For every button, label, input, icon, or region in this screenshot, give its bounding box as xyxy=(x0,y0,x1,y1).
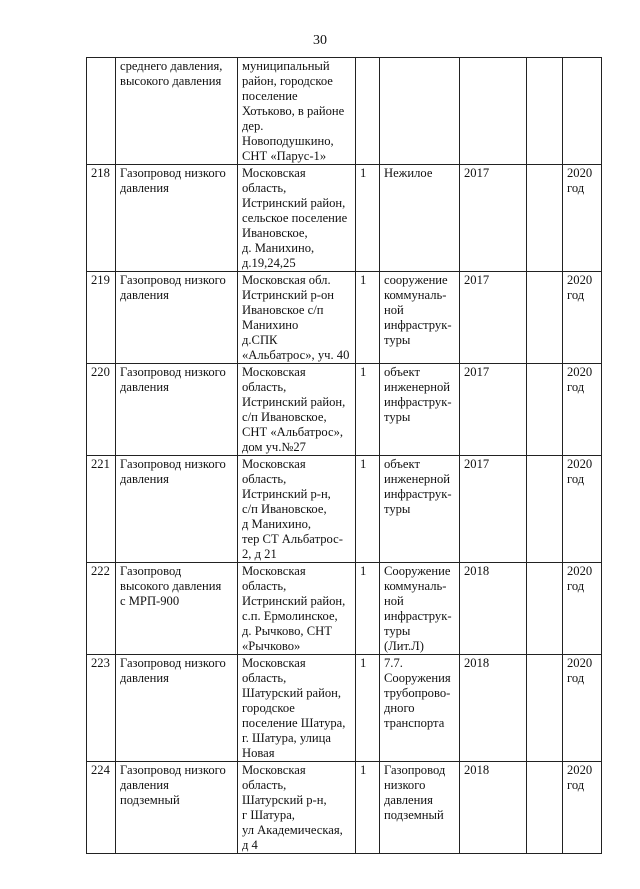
deadline-cell xyxy=(563,563,602,655)
cell-text-line: муниципальный xyxy=(242,59,330,73)
row-number-cell xyxy=(87,655,116,762)
purpose-cell xyxy=(380,364,460,456)
cell-text: 2018 xyxy=(464,656,490,670)
cell-text: 218 xyxy=(91,166,110,180)
cell-text-line: Газопровод низкого xyxy=(120,365,226,379)
cell-text-line: Газопровод низкого xyxy=(120,457,226,471)
cell-text-line: туры xyxy=(384,624,411,638)
cell-text-line: область, xyxy=(242,579,287,593)
table-row xyxy=(87,272,602,364)
year-cell xyxy=(460,655,527,762)
cell-text-line: год xyxy=(567,671,585,685)
cell-text-line: Московская xyxy=(242,457,306,471)
cell-text-line: высокого давления xyxy=(120,579,222,593)
cell-text-line: Московская xyxy=(242,656,306,670)
table-row xyxy=(87,563,602,655)
cell-text-line: Новая xyxy=(242,746,275,760)
cell-text-line: год xyxy=(567,380,585,394)
cell-text-line: ул Академическая, xyxy=(242,823,343,837)
cell-text-line: 7.7. xyxy=(384,656,403,670)
year-cell xyxy=(460,456,527,563)
cell-text-line: Истринский район, xyxy=(242,196,346,210)
cell-text-line: инфраструк- xyxy=(384,395,452,409)
cell-text-line: 2020 xyxy=(567,763,593,777)
cell-text-line: (Лит.Л) xyxy=(384,639,424,653)
cell-text: 2017 xyxy=(464,457,490,471)
cell-text-line: поселение Шатура, xyxy=(242,716,346,730)
cell-text: 2018 xyxy=(464,564,490,578)
cell-text-line: «Альбатрос», уч. 40 xyxy=(242,348,350,362)
cell-text-line: давления xyxy=(120,181,169,195)
cell-text-line: давления xyxy=(120,472,169,486)
cell-text-line: трубопрово- xyxy=(384,686,451,700)
cell-text-line: Нежилое xyxy=(384,166,433,180)
cell-text-line: 2020 xyxy=(567,273,593,287)
cell-text-line: Манихино xyxy=(242,318,299,332)
cell-text-line: год xyxy=(567,181,585,195)
cell-text-line: инфраструк- xyxy=(384,609,452,623)
cell-text-line: Газопровод низкого xyxy=(120,166,226,180)
cell-text-line: ной xyxy=(384,594,404,608)
cell-text-line: СНТ «Парус-1» xyxy=(242,149,327,163)
cell-text-line: Газопровод xyxy=(384,763,446,777)
cell-text: 1 xyxy=(360,166,367,180)
cell-text-line: городское xyxy=(242,701,295,715)
table-row xyxy=(87,165,602,272)
row-number-cell xyxy=(87,563,116,655)
object-name-cell xyxy=(116,563,238,655)
cell-text-line: Истринский р-н, xyxy=(242,487,331,501)
cell-text-line: инфраструк- xyxy=(384,487,452,501)
object-name-cell xyxy=(116,165,238,272)
cell-text-line: с МРП-900 xyxy=(120,594,180,608)
cell-text-line: туры xyxy=(384,333,411,347)
deadline-cell xyxy=(563,272,602,364)
object-name-cell xyxy=(116,655,238,762)
cell-text: 1 xyxy=(360,763,367,777)
address-cell xyxy=(238,272,356,364)
address-cell xyxy=(238,456,356,563)
cell-text-line: дом уч.№27 xyxy=(242,440,306,454)
quantity-cell xyxy=(356,165,380,272)
cell-text-line: Московская xyxy=(242,763,306,777)
purpose-cell xyxy=(380,655,460,762)
table-row xyxy=(87,655,602,762)
cell-text-line: год xyxy=(567,579,585,593)
cell-text-line: подземный xyxy=(384,808,444,822)
cell-text-line: дного xyxy=(384,701,415,715)
quantity-cell xyxy=(356,762,380,854)
cell-text-line: д.19,24,25 xyxy=(242,256,296,270)
year-cell xyxy=(460,762,527,854)
cell-text-line: с/п Ивановское, xyxy=(242,410,327,424)
cell-text-line: низкого xyxy=(384,778,426,792)
cell-text-line: коммуналь- xyxy=(384,288,447,302)
cell-text-line: год xyxy=(567,288,585,302)
cell-text-line: инженерной xyxy=(384,472,451,486)
cell-text-line: инфраструк- xyxy=(384,318,452,332)
cell-text: 220 xyxy=(91,365,110,379)
cell-text-line: область, xyxy=(242,380,287,394)
cell-text-line: «Рычково» xyxy=(242,639,301,653)
cell-text-line: Московская xyxy=(242,564,306,578)
cell-text: 219 xyxy=(91,273,110,287)
cell-text-line: Шатурский р-н, xyxy=(242,793,327,807)
cell-text: 1 xyxy=(360,457,367,471)
empty-cell xyxy=(527,655,563,762)
table-row xyxy=(87,364,602,456)
purpose-cell xyxy=(380,563,460,655)
cell-text-line: год xyxy=(567,778,585,792)
empty-cell xyxy=(527,58,563,165)
quantity-cell xyxy=(356,456,380,563)
cell-text: 1 xyxy=(360,273,367,287)
cell-text-line: давления xyxy=(120,380,169,394)
cell-text-line: 2, д 21 xyxy=(242,547,277,561)
table-row xyxy=(87,58,602,165)
cell-text: 221 xyxy=(91,457,110,471)
cell-text: 2018 xyxy=(464,763,490,777)
row-number-cell xyxy=(87,364,116,456)
row-number-cell xyxy=(87,165,116,272)
row-number-cell xyxy=(87,58,116,165)
cell-text-line: 2020 xyxy=(567,656,593,670)
cell-text-line: давления xyxy=(120,288,169,302)
cell-text-line: тер СТ Альбатрос- xyxy=(242,532,343,546)
cell-text: 2017 xyxy=(464,166,490,180)
address-cell xyxy=(238,655,356,762)
cell-text-line: год xyxy=(567,472,585,486)
cell-text-line: туры xyxy=(384,502,411,516)
cell-text-line: 2020 xyxy=(567,564,593,578)
address-cell xyxy=(238,364,356,456)
purpose-cell xyxy=(380,456,460,563)
address-cell xyxy=(238,58,356,165)
empty-cell xyxy=(527,272,563,364)
cell-text: 2017 xyxy=(464,365,490,379)
purpose-cell xyxy=(380,58,460,165)
cell-text-line: Истринский р-он xyxy=(242,288,334,302)
cell-text-line: давления xyxy=(120,778,169,792)
cell-text-line: Газопровод низкого xyxy=(120,763,226,777)
cell-text-line: 2020 xyxy=(567,166,593,180)
cell-text-line: Шатурский район, xyxy=(242,686,342,700)
year-cell xyxy=(460,58,527,165)
deadline-cell xyxy=(563,762,602,854)
cell-text-line: Газопровод низкого xyxy=(120,273,226,287)
empty-cell xyxy=(527,165,563,272)
cell-text-line: 2020 xyxy=(567,457,593,471)
purpose-cell xyxy=(380,272,460,364)
year-cell xyxy=(460,563,527,655)
cell-text: 223 xyxy=(91,656,110,670)
cell-text-line: коммуналь- xyxy=(384,579,447,593)
address-cell xyxy=(238,165,356,272)
cell-text-line: сельское поселение xyxy=(242,211,348,225)
cell-text-line: Хотьково, в районе xyxy=(242,104,345,118)
purpose-cell xyxy=(380,165,460,272)
year-cell xyxy=(460,364,527,456)
object-name-cell xyxy=(116,58,238,165)
cell-text-line: Сооружение xyxy=(384,564,451,578)
cell-text-line: Истринский район, xyxy=(242,395,346,409)
empty-cell xyxy=(527,456,563,563)
cell-text: 2017 xyxy=(464,273,490,287)
address-cell xyxy=(238,563,356,655)
cell-text-line: с/п Ивановское, xyxy=(242,502,327,516)
cell-text-line: с.п. Ермолинское, xyxy=(242,609,338,623)
table-row xyxy=(87,762,602,854)
cell-text-line: давления xyxy=(384,793,433,807)
cell-text-line: объект xyxy=(384,365,420,379)
cell-text-line: Московская xyxy=(242,365,306,379)
cell-text-line: высокого давления xyxy=(120,74,222,88)
cell-text-line: Московская xyxy=(242,166,306,180)
cell-text-line: Истринский район, xyxy=(242,594,346,608)
cell-text-line: Сооружения xyxy=(384,671,451,685)
cell-text-line: д. Рычково, СНТ xyxy=(242,624,332,638)
cell-text: 1 xyxy=(360,365,367,379)
cell-text-line: давления xyxy=(120,671,169,685)
deadline-cell xyxy=(563,364,602,456)
row-number-cell xyxy=(87,762,116,854)
cell-text: 1 xyxy=(360,564,367,578)
empty-cell xyxy=(527,563,563,655)
row-number-cell xyxy=(87,456,116,563)
deadline-cell xyxy=(563,165,602,272)
gas-pipeline-registry-table xyxy=(86,57,602,854)
cell-text-line: транспорта xyxy=(384,716,445,730)
quantity-cell xyxy=(356,272,380,364)
deadline-cell xyxy=(563,58,602,165)
object-name-cell xyxy=(116,762,238,854)
cell-text: 224 xyxy=(91,763,110,777)
table-row xyxy=(87,456,602,563)
cell-text-line: область, xyxy=(242,671,287,685)
cell-text-line: сооружение xyxy=(384,273,448,287)
cell-text-line: д. Манихино, xyxy=(242,241,315,255)
object-name-cell xyxy=(116,272,238,364)
quantity-cell xyxy=(356,655,380,762)
quantity-cell xyxy=(356,58,380,165)
cell-text-line: дер. xyxy=(242,119,264,133)
row-number-cell xyxy=(87,272,116,364)
cell-text-line: г Шатура, xyxy=(242,808,295,822)
deadline-cell xyxy=(563,456,602,563)
quantity-cell xyxy=(356,364,380,456)
cell-text-line: инженерной xyxy=(384,380,451,394)
cell-text: 1 xyxy=(360,656,367,670)
address-cell xyxy=(238,762,356,854)
cell-text-line: 2020 xyxy=(567,365,593,379)
object-name-cell xyxy=(116,456,238,563)
cell-text-line: Газопровод низкого xyxy=(120,656,226,670)
object-name-cell xyxy=(116,364,238,456)
deadline-cell xyxy=(563,655,602,762)
cell-text-line: область, xyxy=(242,778,287,792)
cell-text-line: Ивановское с/п xyxy=(242,303,324,317)
year-cell xyxy=(460,165,527,272)
page-number: 30 xyxy=(313,33,327,48)
cell-text-line: среднего давления, xyxy=(120,59,223,73)
cell-text-line: Ивановское, xyxy=(242,226,308,240)
registry-body xyxy=(87,58,602,854)
cell-text-line: д.СПК xyxy=(242,333,278,347)
cell-text: 222 xyxy=(91,564,110,578)
empty-cell xyxy=(527,364,563,456)
cell-text-line: Газопровод xyxy=(120,564,182,578)
cell-text-line: д Манихино, xyxy=(242,517,312,531)
cell-text-line: область, xyxy=(242,181,287,195)
cell-text-line: СНТ «Альбатрос», xyxy=(242,425,344,439)
cell-text-line: Московская обл. xyxy=(242,273,331,287)
year-cell xyxy=(460,272,527,364)
cell-text-line: поселение xyxy=(242,89,298,103)
cell-text-line: г. Шатура, улица xyxy=(242,731,331,745)
cell-text-line: подземный xyxy=(120,793,180,807)
cell-text-line: объект xyxy=(384,457,420,471)
cell-text-line: район, городское xyxy=(242,74,333,88)
cell-text-line: Новоподушкино, xyxy=(242,134,334,148)
purpose-cell xyxy=(380,762,460,854)
cell-text-line: область, xyxy=(242,472,287,486)
cell-text-line: туры xyxy=(384,410,411,424)
cell-text-line: ной xyxy=(384,303,404,317)
quantity-cell xyxy=(356,563,380,655)
empty-cell xyxy=(527,762,563,854)
cell-text-line: д 4 xyxy=(242,838,258,852)
